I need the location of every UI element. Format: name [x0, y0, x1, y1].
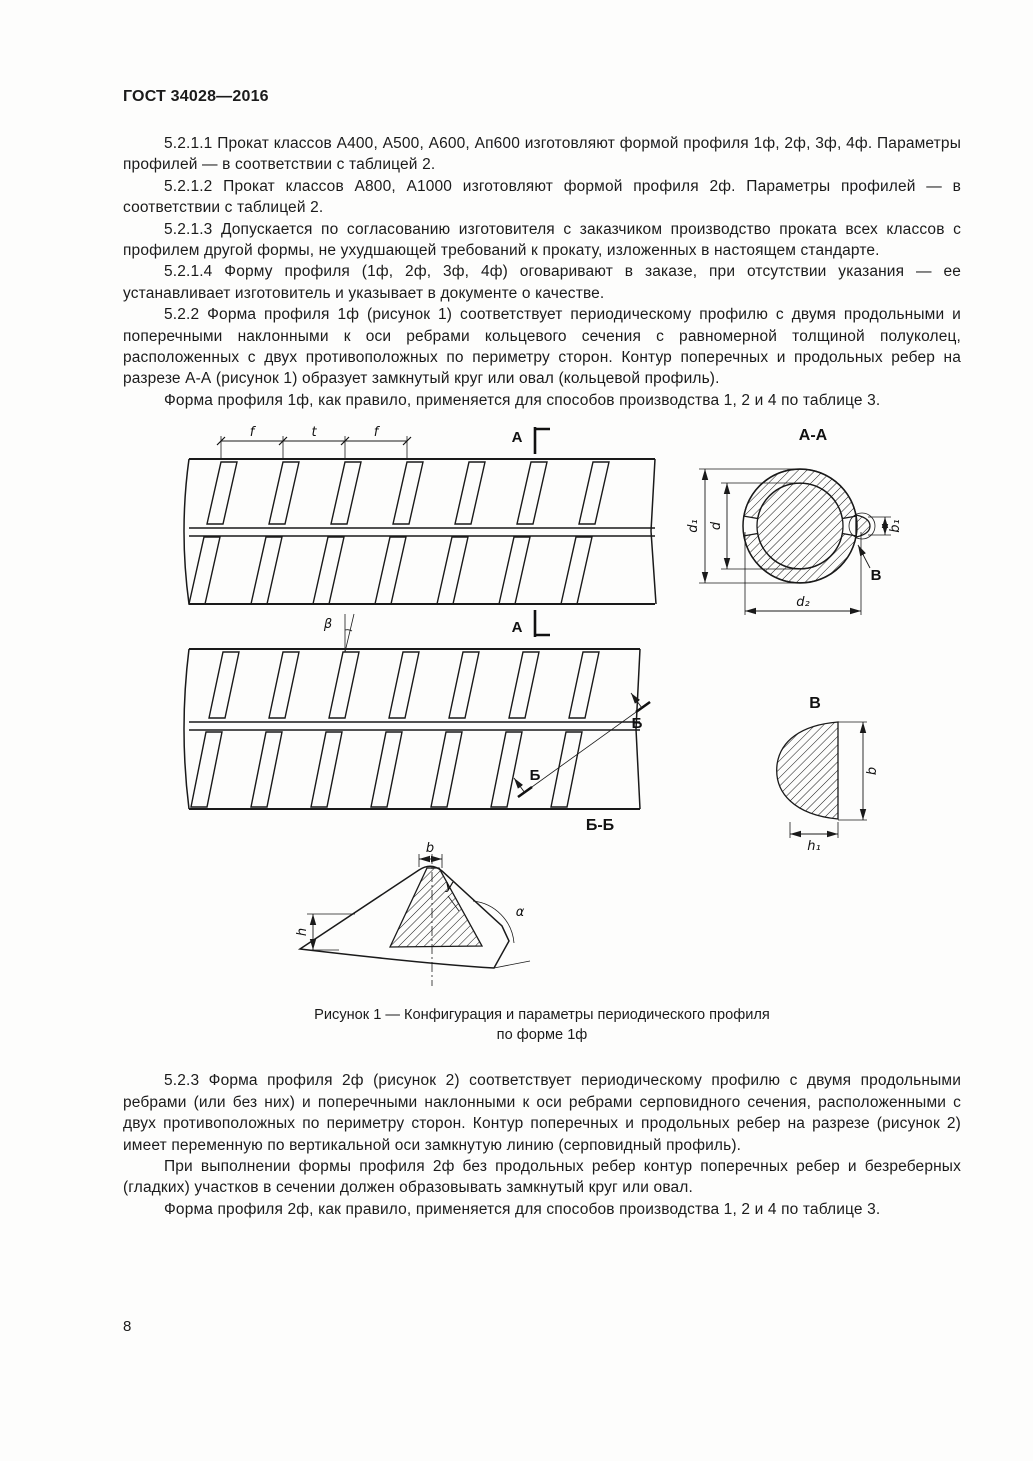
- section-mark-b-top: Б: [631, 715, 643, 733]
- figure-caption-line1: Рисунок 1 — Конфигурация и параметры периодического профиля: [314, 1007, 770, 1024]
- dim-label-h: h: [295, 928, 310, 937]
- paragraph-523: 5.2.3 Форма профиля 2ф (рисунок 2) соответствует периодическому профилю с двумя продольными ребрами (или без них) и поперечными наклонными к оси ребрами серповидного сечения, расположенными с двух противоположных по периметру сторон. Контур поперечных и продольных ребер на разрезе (рисунок 2) имеет переменную по вертикальной оси замкнутую линию (серповидный профиль).: [123, 1072, 961, 1154]
- page-content: [123, 88, 961, 1220]
- angle-label-alpha: α: [515, 905, 525, 921]
- figure-1: [123, 424, 961, 1045]
- label-u: У: [445, 881, 453, 897]
- figure-1-drawing: [123, 424, 961, 999]
- paragraph-5211: 5.2.1.1 Прокат классов А400, А500, А600, Ап600 изготовляют формой профиля 1ф, 2ф, 3ф, 4ф. Параметры профилей — в соответствии с таблицей 2.: [123, 135, 961, 174]
- view-v-title: В: [809, 695, 821, 713]
- paragraph-523c: Форма профиля 2ф, как правило, применяется для способов производства 1, 2 и 4 по таблице 3.: [164, 1200, 881, 1218]
- rebar-view-1: [184, 459, 656, 604]
- dim-label-b1: b₁: [888, 519, 903, 534]
- dim-label-vb: b: [865, 767, 880, 776]
- paragraph-522b: Форма профиля 1ф, как правило, применяется для способов производства 1, 2 и 4 по таблице 3.: [164, 391, 881, 409]
- paragraph-5214: 5.2.1.4 Форму профиля (1ф, 2ф, 3ф, 4ф) оговаривают в заказе, при отсутствии указания — ее устанавливает изготовитель и указывает в документе о качестве.: [123, 263, 961, 302]
- section-aa-view: [686, 427, 903, 615]
- document-number: ГОСТ 34028—2016: [123, 88, 269, 105]
- dim-label-b: b: [425, 841, 435, 857]
- section-aa-title: А-А: [798, 427, 828, 445]
- dim-label-d1: d₁: [686, 519, 701, 534]
- section-mark-a-bottom: А: [511, 619, 523, 637]
- dim-label-f2: f: [373, 425, 379, 441]
- dim-label-h1: h₁: [807, 839, 821, 855]
- section-mark-b-bottom: Б: [529, 767, 541, 785]
- section-bb-view: [295, 817, 614, 986]
- figure-caption-line2: по форме 1ф: [496, 1027, 588, 1044]
- paragraph-522: 5.2.2 Форма профиля 1ф (рисунок 1) соответствует периодическому профилю с двумя продольными и поперечными наклонными к оси ребрами кольцевого сечения с равномерной толщиной полуколец, расположенных с двух противоположных по периметру сторон. Контур поперечных и продольных ребер на разрезе А-А (рисунок 1) образует замкнутый круг или овал (кольцевой профиль).: [123, 306, 961, 388]
- rebar-view-2: [184, 614, 640, 809]
- section-line-b: [514, 693, 650, 797]
- paragraph-523b: При выполнении формы профиля 2ф без продольных ребер контур поперечных ребер и безреберных (гладких) участков в сечении должен образовывать замкнутый круг или овал.: [123, 1157, 961, 1197]
- paragraph-5213: 5.2.1.3 Допускается по согласованию изготовителя с заказчиком производство проката всех классов с профилем другой формы, не ухудшающей требований к прокату, изложенных в настоящем стандарте.: [123, 220, 961, 260]
- section-bb-title: Б-Б: [585, 817, 615, 835]
- dim-label-f1: f: [249, 425, 255, 441]
- figure-caption: [123, 1005, 961, 1045]
- view-v: [777, 695, 880, 854]
- section-mark-a-top: А: [511, 429, 523, 447]
- dim-label-t: t: [311, 425, 317, 441]
- angle-label-beta: β: [323, 617, 333, 633]
- dim-label-d: d: [709, 522, 724, 531]
- dimension-ftf: [217, 425, 411, 459]
- paragraph-5212: 5.2.1.2 Прокат классов А800, А1000 изготовляют формой профиля 2ф. Параметры профилей — в соответствии с таблицей 2.: [123, 177, 961, 217]
- page-number: 8: [123, 1318, 132, 1335]
- view-v-pointer: В: [870, 567, 882, 585]
- dim-label-d2: d₂: [796, 595, 810, 611]
